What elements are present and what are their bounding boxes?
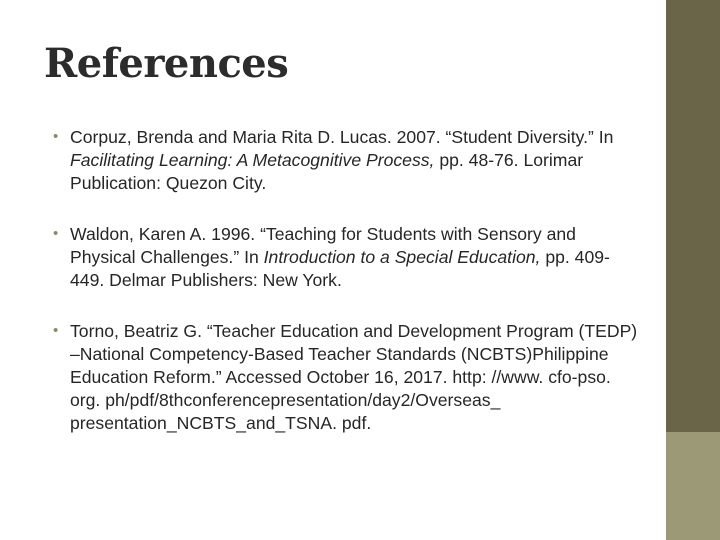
reference-list [52, 126, 642, 463]
side-decorative-accent [666, 432, 720, 540]
reference-text: pp. 48-76. Lorimar Publication: Quezon City. [70, 150, 584, 193]
reference-item [52, 320, 642, 435]
reference-item [52, 223, 642, 292]
reference-text: Corpuz, Brenda and Maria Rita D. Lucas. 2007. “Student Diversity.” In [70, 127, 614, 147]
bullet-icon: • [53, 322, 59, 339]
reference-source-title: Introduction to a Special Education, [263, 247, 541, 267]
reference-source-title: Facilitating Learning: A Metacognitive Process, [70, 150, 435, 170]
bullet-icon: • [53, 128, 59, 145]
bullet-icon: • [53, 225, 59, 242]
slide-title: References [44, 40, 289, 87]
reference-item [52, 126, 642, 195]
reference-text: Torno, Beatriz G. “Teacher Education and Development Program (TEDP) –National Competency-Based Teacher Standards (NCBTS)Philippine Education Reform.” Accessed October 16, 2017. http: //www. cfo-pso. org. ph/pdf/8thconferencepresentation/day2/Overseas_ presentation_NCBTS_and_TSNA. pdf. [70, 321, 638, 433]
reference-text: pp. 409-449. Delmar Publishers: New York. [70, 247, 610, 290]
reference-text: Waldon, Karen A. 1996. “Teaching for Students with Sensory and Physical Challenges.” In [70, 224, 576, 267]
